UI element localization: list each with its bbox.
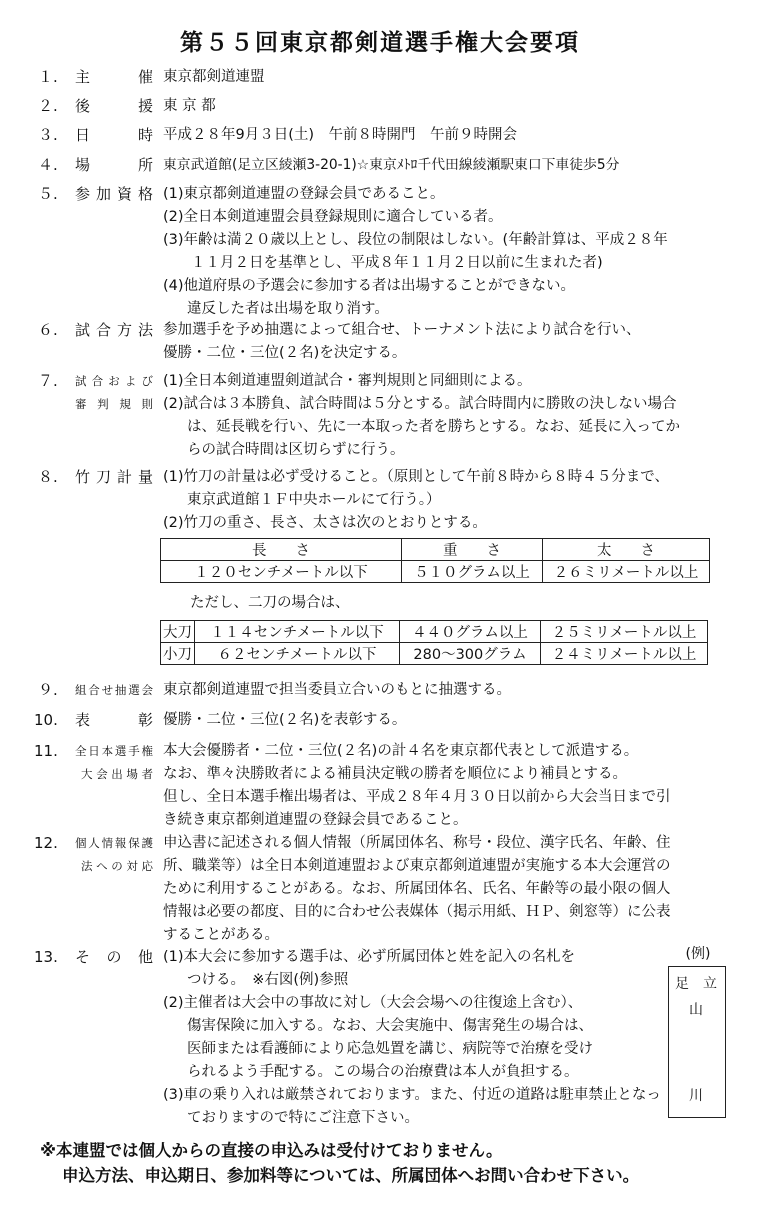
shinai-spec-table <box>160 538 710 583</box>
notice-line-1: ※本連盟では個人からの直接の申込みは受付けておりません。 <box>40 1141 503 1160</box>
section-body <box>163 740 723 832</box>
section-body <box>163 319 723 365</box>
privacy-line: ために利用することがある。なお、所属団体名、氏名、年齢等の最小限の個人 <box>163 881 671 897</box>
shinai-line: (2)竹刀の重さ、長さ、太さは次のとおりとする。 <box>163 515 487 531</box>
privacy-line: 所、職業等）は全日本剣道連盟および東京都剣道連盟が実施する本大会運営の <box>163 858 671 874</box>
section-number: 13. <box>34 948 58 966</box>
section-label: 組合せ抽選会 <box>75 683 153 697</box>
section-label-line: 全日本選手権 <box>75 744 153 758</box>
name-tag-char: 川 <box>689 1088 703 1104</box>
name-tag-char: 立 <box>703 976 717 992</box>
table-cell: ２５ミリメートル以上 <box>541 621 708 643</box>
section-number: ４. <box>38 156 58 174</box>
section-label: 日 時 <box>75 126 153 144</box>
table-cell: 大刀 <box>161 621 195 643</box>
other-line: (2)主催者は大会中の事故に対し（大会会場への往復途上含む）、 <box>163 995 583 1011</box>
other-line: ておりますので特にご注意下さい。 <box>187 1110 419 1126</box>
other-line: (1)本大会に参加する選手は、必ず所属団体と姓を記入の名札を <box>163 949 576 965</box>
other-line: つける。 ※右図(例)参照 <box>187 972 349 988</box>
section-text: 東京都剣道連盟で担当委員立合いのもとに抽選する。 <box>163 682 511 698</box>
section-label-line: 法への対応 <box>81 859 153 873</box>
table-cell: １１４センチメートル以下 <box>195 621 400 643</box>
table-cell: ２６ミリメートル以上 <box>543 561 710 583</box>
table-row <box>161 621 708 643</box>
table-cell: 280～300グラム <box>400 643 541 665</box>
eligibility-line: １１月２日を基準とし、平成８年１１月２日以前に生まれた者) <box>191 255 603 271</box>
section-number: ８. <box>38 468 58 486</box>
section-text: 平成２８年9月３日(土) 午前８時開門 午前９時開会 <box>163 127 518 143</box>
table-cell: ４４０グラム以上 <box>400 621 541 643</box>
section-body <box>163 832 723 947</box>
eligibility-line: (1)東京都剣道連盟の登録会員であること。 <box>163 186 445 202</box>
section-label: 参加資格 <box>75 185 153 203</box>
rules-line: は、延長戦を行い、先に一本取った者を勝ちとする。なお、延長に入ってか <box>187 419 680 435</box>
eligibility-line: (3)年齢は満２０歳以上とし、段位の制限はしない。(年齢計算は、平成２８年 <box>163 232 668 248</box>
section-number: 12. <box>34 834 58 852</box>
section-label: 後 援 <box>75 97 153 115</box>
table-header-cell: 太 さ <box>543 539 710 561</box>
table-cell: ５１０グラム以上 <box>402 561 543 583</box>
section-label <box>75 740 153 786</box>
section-number: ９. <box>38 681 58 699</box>
section-number: ６. <box>38 321 58 339</box>
section-number: ３. <box>38 126 58 144</box>
table-header-cell: 重 さ <box>402 539 543 561</box>
section-number: 11. <box>34 742 58 760</box>
section-label-line: 大会出場者 <box>81 767 153 781</box>
section-body <box>163 183 723 321</box>
table-cell: ６２センチメートル以下 <box>195 643 400 665</box>
section-label-line: 審 判 規 則 <box>75 397 153 411</box>
section-number: 10. <box>34 711 58 729</box>
zennihon-line: 本大会優勝者・二位・三位(２名)の計４名を東京都代表として派遣する。 <box>163 743 639 759</box>
table-header-row <box>161 539 710 561</box>
rules-line: (1)全日本剣道連盟剣道試合・審判規則と同細則による。 <box>163 373 532 389</box>
section-label: 表 彰 <box>75 711 153 729</box>
zennihon-line: なお、準々決勝敗者による補員決定戦の勝者を順位により補員とする。 <box>163 766 627 782</box>
rules-line: (2)試合は３本勝負、試合時間は５分とする。試合時間内に勝敗の決しない場合 <box>163 396 677 412</box>
table-row <box>161 643 708 665</box>
privacy-line: することがある。 <box>163 927 279 943</box>
section-label <box>75 370 153 416</box>
nito-spec-table <box>160 620 708 665</box>
eligibility-line: (2)全日本剣道連盟会員登録規則に適合している者。 <box>163 209 503 225</box>
name-tag-char: 足 <box>675 976 689 992</box>
section-label <box>75 832 153 878</box>
section-text: 東 京 都 <box>163 98 216 114</box>
section-label: 主 催 <box>75 68 153 86</box>
table-cell: ２４ミリメートル以上 <box>541 643 708 665</box>
table-cell: 小刀 <box>161 643 195 665</box>
section-label: 竹刀計量 <box>75 468 153 486</box>
zennihon-line: き続き東京都剣道連盟の登録会員であること。 <box>163 812 468 828</box>
page-title: 第５５回東京都剣道選手権大会要項 <box>180 30 580 56</box>
shinai-line: 東京武道館１Ｆ中央ホールにて行う。） <box>187 492 441 508</box>
eligibility-line: (4)他道府県の予選会に参加する者は出場することができない。 <box>163 278 576 294</box>
table-header-cell: 長 さ <box>161 539 402 561</box>
name-tag-char: 山 <box>689 1002 703 1018</box>
method-line: 参加選手を予め抽選によって組合せ、トーナメント法により試合を行い、 <box>163 322 641 338</box>
notice-line-2: 申込方法、申込期日、参加料等については、所属団体へお問い合わせ下さい。 <box>62 1166 640 1185</box>
name-tag-illustration <box>668 966 726 1118</box>
section-body <box>163 466 723 535</box>
table-row <box>161 561 710 583</box>
zennihon-line: 但し、全日本選手権出場者は、平成２８年４月３０日以前から大会当日まで引 <box>163 789 671 805</box>
section-text: 東京都剣道連盟 <box>163 69 265 85</box>
other-line: られるよう手配する。この場合の治療費は本人が負担する。 <box>187 1064 579 1080</box>
rules-line: らの試合時間は区切らずに行う。 <box>187 442 405 458</box>
section-number: １. <box>38 68 58 86</box>
privacy-line: 情報は必要の都度、目的に合わせ公表媒体（掲示用紙、ＨＰ、剣窓等）に公表 <box>163 904 671 920</box>
other-line: 傷害保険に加入する。なお、大会実施中、傷害発生の場合は、 <box>187 1018 593 1034</box>
privacy-line: 申込書に記述される個人情報（所属団体名、称号・段位、漢字氏名、年齢、住 <box>163 835 671 851</box>
method-line: 優勝・二位・三位(２名)を決定する。 <box>163 345 407 361</box>
example-label: (例) <box>685 946 711 962</box>
other-line: (3)車の乗り入れは厳禁されております。また、付近の道路は駐車禁止となっ <box>163 1087 661 1103</box>
section-label: 試合方法 <box>75 321 153 339</box>
section-number: ７. <box>38 372 58 390</box>
section-label: そ の 他 <box>75 948 153 966</box>
shinai-line: (1)竹刀の計量は必ず受けること。（原則として午前８時から８時４５分まで、 <box>163 469 669 485</box>
name-tag-example <box>668 944 728 1104</box>
section-text: 優勝・二位・三位(２名)を表彰する。 <box>163 712 407 728</box>
section-body <box>163 946 723 1130</box>
section-label-line: 個人情報保護 <box>75 836 153 850</box>
nito-note: ただし、二刀の場合は、 <box>190 595 350 611</box>
other-line: 医師または看護師により応急処置を講じ、病院等で治療を受け <box>187 1041 593 1057</box>
section-number: ５. <box>38 185 58 203</box>
eligibility-line: 違反した者は出場を取り消す。 <box>187 301 389 317</box>
table-cell: １２０センチメートル以下 <box>161 561 402 583</box>
section-label: 場 所 <box>75 156 153 174</box>
section-text: 東京武道館(足立区綾瀬3-20-1)☆東京ﾒﾄﾛ千代田線綾瀬駅東口下車徒歩5分 <box>163 157 620 173</box>
section-number: ２. <box>38 97 58 115</box>
section-label-line: 試合および <box>75 374 153 388</box>
section-body <box>163 370 723 462</box>
